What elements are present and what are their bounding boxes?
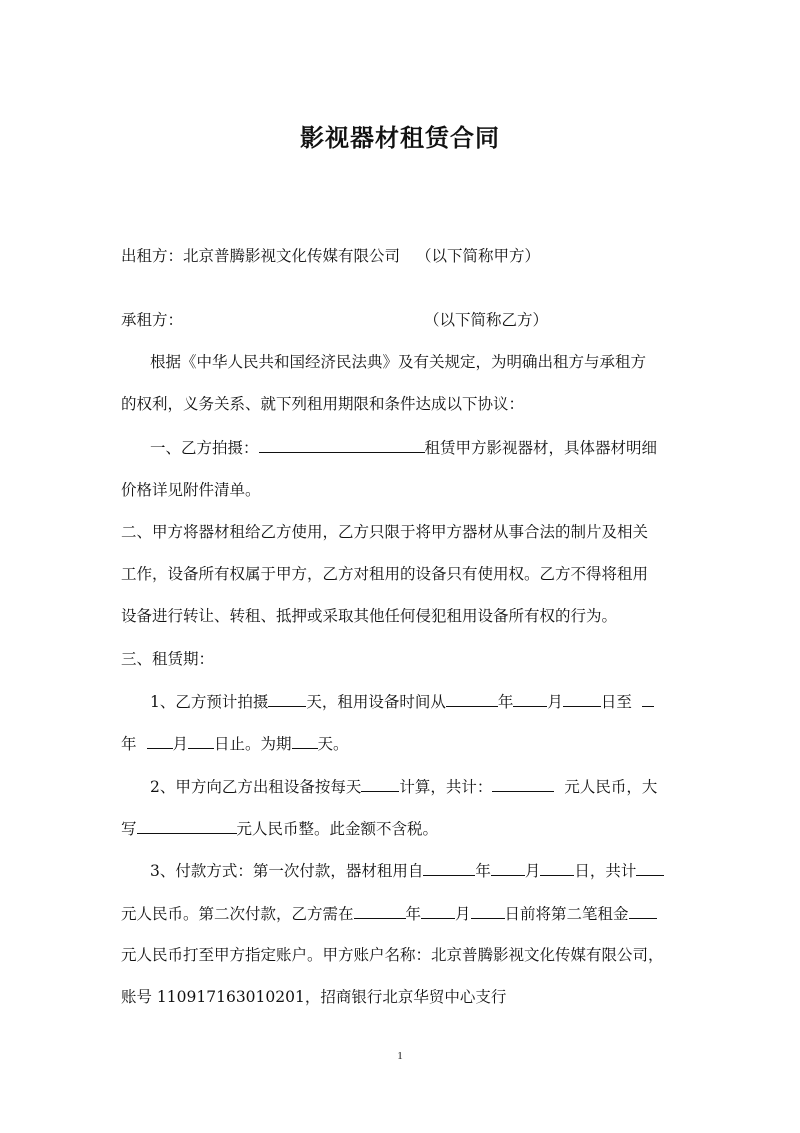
item1-text-g: 月 (172, 735, 189, 753)
end-year-blank (642, 690, 654, 707)
second-pay-day-blank (471, 902, 505, 919)
item1-text-e: 日至 (600, 693, 632, 711)
start-month-blank (513, 690, 547, 707)
lessor-alias: （以下简称甲方） (416, 247, 541, 265)
second-pay-year-blank (354, 902, 406, 919)
item1-text-f: 年 (121, 735, 137, 753)
clause2-line-2: 工作，设备所有权属于甲方，乙方对租用的设备只有使用权。乙方不得将租用 (121, 565, 649, 583)
shoot-project-blank (259, 436, 425, 453)
item3-text-h: 日前将第二笔租金 (504, 905, 629, 923)
page-title: 影视器材租赁合同 (300, 124, 500, 152)
item2-text-e: 元人民币整。此金额不含税。 (236, 820, 439, 838)
item2-text-c: 元人民币，大 (564, 778, 658, 796)
clause3-item2-line-1 (150, 775, 657, 798)
item1-text-d: 月 (547, 693, 563, 711)
item1-text-b: 天，租用设备时间从 (306, 693, 446, 711)
clause1-text-a: 一、乙方拍摄： (150, 439, 259, 457)
item3-text-c: 月 (524, 862, 541, 880)
item3-text-e: 元人民币。第二次付款，乙方需在 (121, 905, 354, 923)
clause2-line-1: 二、甲方将器材租给乙方使用，乙方只限于将甲方器材从事合法的制片及相关 (121, 523, 649, 541)
item2-text-d: 写 (121, 820, 137, 838)
clause3-item3-line-3: 元人民币打至甲方指定账户。甲方账户名称：北京普腾影视文化传媒有限公司， (121, 946, 664, 964)
lessee-line (121, 309, 183, 331)
item3-text-f: 年 (405, 905, 422, 923)
clause2-line-3: 设备进行转让、转租、抵押或采取其他任何侵犯租用设备所有权的行为。 (121, 607, 618, 625)
clause3-item1-line-2 (121, 732, 349, 755)
period-days-blank (292, 732, 318, 749)
preamble-line-1: 根据《中华人民共和国经济民法典》及有关规定，为明确出租方与承租方 (150, 353, 647, 371)
daily-rate-blank (361, 775, 399, 792)
first-pay-month-blank (491, 859, 525, 876)
first-pay-amount-blank (636, 859, 664, 876)
clause1-text-b: 租赁甲方影视器材，具体器材明细 (424, 439, 658, 457)
lessor-name: 北京普腾影视文化传媒有限公司 (183, 247, 401, 265)
first-pay-day-blank (540, 859, 574, 876)
item1-text-i: 天。 (317, 735, 349, 753)
amount-in-words-blank (137, 817, 237, 834)
clause3-heading: 三、租赁期： (121, 650, 215, 668)
start-year-blank (446, 690, 498, 707)
clause1-line-2: 价格详见附件清单。 (121, 481, 261, 499)
end-month-blank (147, 732, 173, 749)
end-day-blank (188, 732, 214, 749)
second-pay-month-blank (421, 902, 455, 919)
clause3-item1-line-1 (150, 690, 654, 713)
clause1-line-1 (150, 436, 657, 459)
clause3-item3-line-1 (150, 859, 664, 882)
clause3-item3-line-2 (121, 902, 657, 925)
lessee-alias: （以下简称乙方） (424, 311, 549, 329)
start-day-blank (563, 690, 601, 707)
preamble-line-2: 的权利，义务关系、就下列租用期限和条件达成以下协议： (121, 395, 525, 413)
clause3-item2-line-2 (121, 817, 438, 840)
item1-text-c: 年 (497, 693, 514, 711)
lessor-label: 出租方： (121, 247, 184, 265)
shoot-days-blank (268, 690, 306, 707)
item3-text-g: 月 (455, 905, 471, 923)
lessor-line (121, 245, 540, 267)
page-number: 1 (397, 1050, 403, 1062)
item3-text-b: 年 (475, 862, 491, 880)
first-pay-year-blank (423, 859, 475, 876)
item1-text-a: 1、乙方预计拍摄 (150, 693, 269, 711)
total-amount-blank (492, 775, 554, 792)
item1-text-h: 日止。为期 (214, 735, 292, 753)
second-pay-amount-blank (629, 902, 657, 919)
clause3-item3-line-4: 账号 110917163010201，招商银行北京华贸中心支行 (121, 988, 507, 1006)
item2-text-a: 2、甲方向乙方出租设备按每天 (150, 778, 362, 796)
item3-text-a: 3、付款方式：第一次付款，器材租用自 (150, 862, 424, 880)
lessee-label: 承租方： (121, 311, 184, 329)
item3-text-d: 日，共计 (574, 862, 637, 880)
item2-text-b: 计算，共计： (399, 778, 493, 796)
